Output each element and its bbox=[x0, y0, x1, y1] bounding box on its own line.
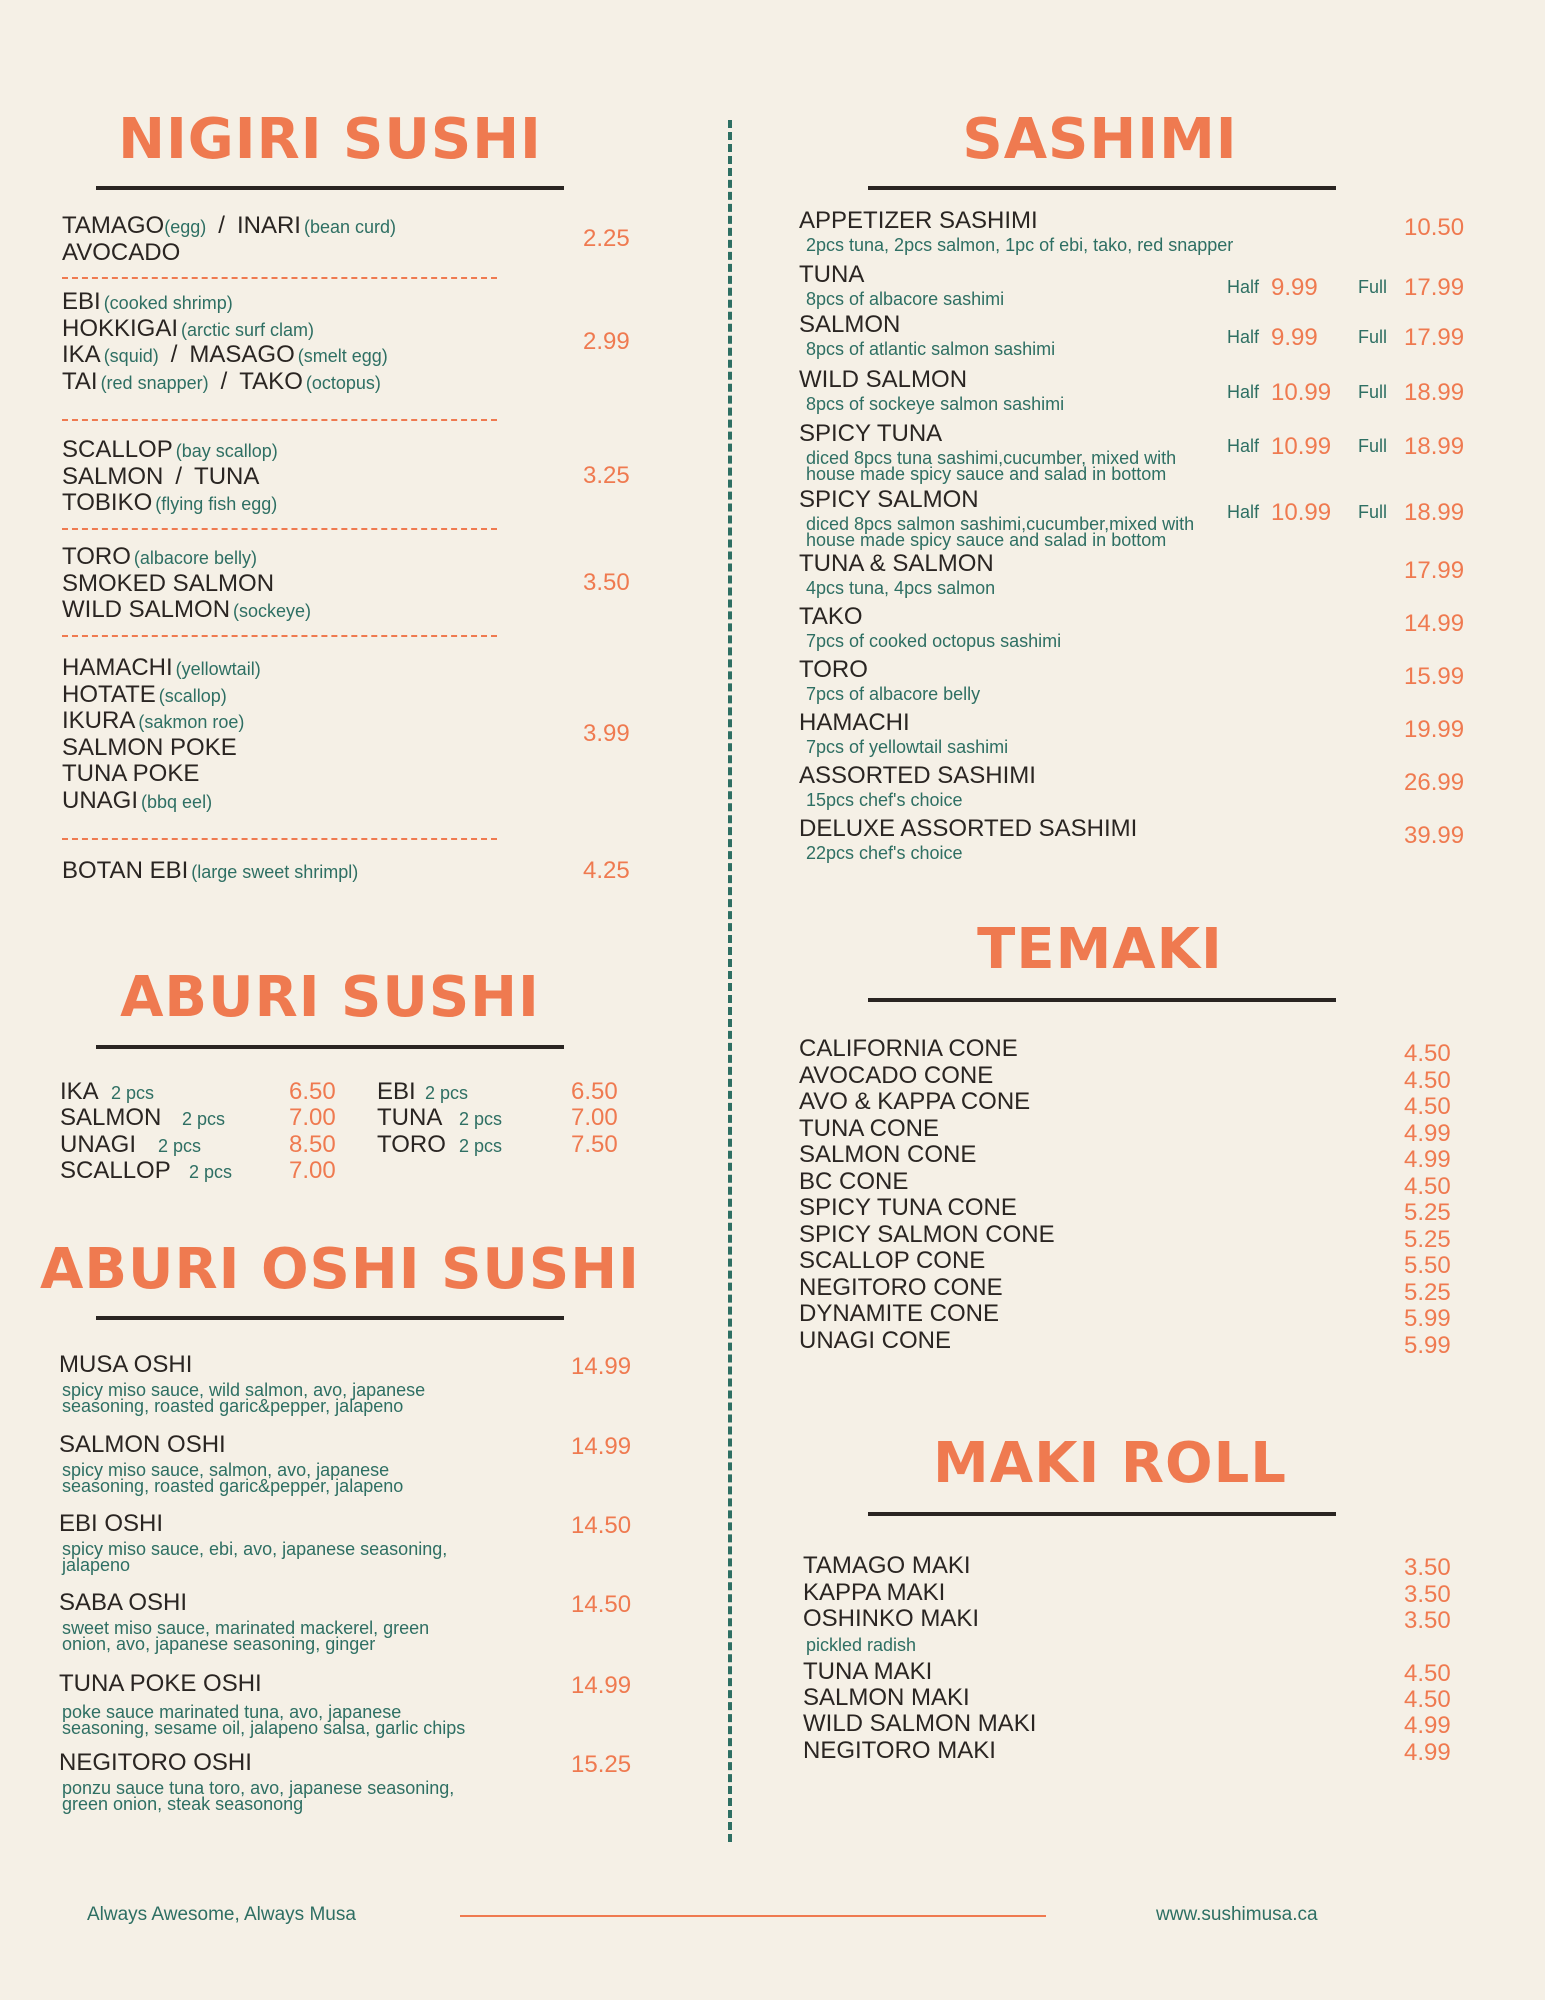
temaki-item-price: 4.50 bbox=[1404, 1172, 1451, 1200]
maki-item-name: NEGITORO MAKI bbox=[803, 1737, 996, 1764]
temaki-item-price: 4.50 bbox=[1404, 1093, 1451, 1120]
temaki-item-name: SPICY TUNA CONE bbox=[799, 1194, 1017, 1221]
item-name: IKA bbox=[62, 341, 101, 368]
sashimi-item-name: WILD SALMON bbox=[799, 366, 968, 393]
half-price: 9.99 bbox=[1271, 324, 1318, 351]
nigiri-group-price: 4.25 bbox=[583, 856, 630, 884]
item-name: HOTATE bbox=[62, 680, 156, 708]
slash-separator: / bbox=[218, 212, 225, 239]
column-divider bbox=[728, 120, 732, 1842]
sashimi-item-desc: house made spicy sauce and salad in bottom bbox=[806, 464, 1167, 484]
oshi-item-desc: ponzu sauce tuna toro, avo, japanese seasoning, bbox=[62, 1778, 455, 1798]
item-note: (yellowtail) bbox=[175, 659, 261, 679]
oshi-item-desc: green onion, steak seasonong bbox=[62, 1794, 304, 1814]
nigiri-item-line bbox=[62, 707, 244, 736]
item-note: (squid) bbox=[103, 346, 159, 366]
maki-item-name: KAPPA MAKI bbox=[803, 1579, 946, 1606]
full-label: Full bbox=[1358, 502, 1388, 522]
sashimi-item-price: 26.99 bbox=[1404, 769, 1465, 796]
item-note: (bay scallop) bbox=[175, 441, 278, 461]
item-name: TAMAGO bbox=[62, 212, 165, 239]
sashimi-title-rule bbox=[868, 186, 1336, 190]
maki-item-price: 4.50 bbox=[1404, 1686, 1451, 1713]
nigiri-item-line bbox=[62, 787, 212, 816]
full-label: Full bbox=[1358, 436, 1388, 456]
maki-item-name: TAMAGO MAKI bbox=[803, 1552, 971, 1579]
item-note: (smelt egg) bbox=[297, 346, 388, 366]
temaki-item-name: AVO & KAPPA CONE bbox=[799, 1088, 1031, 1115]
aburi-item-pcs: 2 pcs bbox=[182, 1109, 226, 1129]
oshi-title-rule bbox=[96, 1316, 564, 1320]
item-name: MASAGO bbox=[189, 341, 295, 368]
temaki-title-rule bbox=[868, 998, 1336, 1002]
item-name: TORO bbox=[62, 543, 131, 570]
nigiri-item-line bbox=[62, 288, 233, 317]
nigiri-item-line bbox=[62, 734, 237, 761]
maki-item-price: 4.99 bbox=[1404, 1739, 1451, 1766]
temaki-item-price: 5.99 bbox=[1404, 1305, 1451, 1332]
full-price: 17.99 bbox=[1404, 274, 1465, 301]
maki-title-rule bbox=[868, 1512, 1336, 1516]
aburi-item-pcs: 2 pcs bbox=[425, 1083, 469, 1103]
oshi-item-desc: spicy miso sauce, ebi, avo, japanese seasoning, bbox=[62, 1539, 448, 1559]
oshi-item-desc: seasoning, sesame oil, jalapeno salsa, garlic chips bbox=[62, 1718, 466, 1738]
maki-item-price: 3.50 bbox=[1404, 1607, 1451, 1634]
item-name: SALMON bbox=[62, 462, 164, 490]
sashimi-item-name: HAMACHI bbox=[799, 709, 910, 736]
sashimi-title: SASHIMI bbox=[962, 107, 1238, 172]
item-name: TAI bbox=[62, 367, 98, 395]
nigiri-group-price: 2.25 bbox=[583, 225, 630, 252]
temaki-item-price: 5.25 bbox=[1404, 1225, 1451, 1253]
sashimi-item-name: TUNA bbox=[799, 261, 865, 288]
nigiri-item-line bbox=[62, 570, 274, 597]
item-name: HAMACHI bbox=[62, 654, 173, 681]
item-name: SMOKED SALMON bbox=[62, 569, 275, 597]
aburi-item-name: SCALLOP bbox=[60, 1157, 171, 1184]
item-name: WILD SALMON bbox=[62, 596, 231, 623]
temaki-item-name: AVOCADO CONE bbox=[799, 1061, 994, 1089]
temaki-item-name: DYNAMITE CONE bbox=[799, 1300, 1000, 1327]
item-note: (scallop) bbox=[158, 685, 227, 706]
aburi-item-price: 7.00 bbox=[571, 1104, 618, 1131]
nigiri-group-price: 3.25 bbox=[583, 462, 630, 490]
nigiri-item-line bbox=[62, 436, 278, 465]
slash-separator: / bbox=[220, 367, 228, 395]
aburi-item-pcs: 2 pcs bbox=[158, 1136, 202, 1156]
sashimi-item-name: SPICY TUNA bbox=[799, 420, 943, 447]
temaki-item-name: SCALLOP CONE bbox=[799, 1247, 986, 1274]
sashimi-item-price: 17.99 bbox=[1404, 557, 1465, 584]
maki-item-name: TUNA MAKI bbox=[803, 1658, 933, 1685]
item-note: (arctic surf clam) bbox=[181, 319, 315, 340]
temaki-item-price: 4.99 bbox=[1404, 1146, 1451, 1173]
temaki-item-price: 5.99 bbox=[1404, 1331, 1451, 1359]
nigiri-item-line bbox=[62, 543, 257, 572]
sashimi-item-desc: 8pcs of atlantic salmon sashimi bbox=[806, 339, 1056, 359]
oshi-item-price: 14.99 bbox=[571, 1433, 632, 1460]
oshi-item-desc: seasoning, roasted garic&pepper, jalapeno bbox=[62, 1396, 404, 1416]
half-price: 10.99 bbox=[1271, 379, 1332, 406]
half-label: Half bbox=[1227, 277, 1260, 297]
temaki-item-price: 5.50 bbox=[1404, 1252, 1451, 1279]
item-note: (albacore belly) bbox=[133, 548, 257, 568]
item-name: TUNA POKE bbox=[62, 760, 200, 787]
maki-item-note: pickled radish bbox=[806, 1635, 917, 1655]
item-name: HOKKIGAI bbox=[62, 314, 179, 342]
half-label: Half bbox=[1227, 436, 1260, 456]
slash-separator: / bbox=[175, 462, 183, 490]
item-name: IKURA bbox=[62, 707, 136, 734]
item-name: AVOCADO bbox=[62, 238, 181, 266]
half-label: Half bbox=[1227, 382, 1260, 402]
item-name: UNAGI bbox=[62, 786, 139, 814]
full-label: Full bbox=[1358, 382, 1388, 402]
item-note: (octopus) bbox=[305, 372, 381, 393]
oshi-item-name: SABA OSHI bbox=[59, 1589, 188, 1616]
oshi-item-desc: onion, avo, japanese seasoning, ginger bbox=[62, 1634, 376, 1654]
dashed-separator bbox=[62, 635, 497, 637]
nigiri-item-line bbox=[62, 857, 358, 886]
footer-tagline: Always Awesome, Always Musa bbox=[87, 1904, 356, 1925]
temaki-item-price: 5.25 bbox=[1404, 1199, 1451, 1226]
sashimi-item-name: APPETIZER SASHIMI bbox=[799, 207, 1038, 234]
aburi-item-pcs: 2 pcs bbox=[189, 1162, 233, 1182]
sashimi-item-name: DELUXE ASSORTED SASHIMI bbox=[799, 815, 1138, 842]
sashimi-item-desc: house made spicy sauce and salad in bottom bbox=[806, 530, 1167, 550]
item-note: (red snapper) bbox=[100, 372, 209, 393]
sashimi-item-desc: 8pcs of sockeye salmon sashimi bbox=[806, 394, 1065, 414]
oshi-item-desc: sweet miso sauce, marinated mackerel, green bbox=[62, 1618, 430, 1638]
full-price: 18.99 bbox=[1404, 379, 1465, 406]
aburi-item-name: UNAGI bbox=[60, 1131, 137, 1158]
aburi-item-name: EBI bbox=[377, 1078, 416, 1105]
aburi-item-name: TUNA bbox=[377, 1104, 443, 1131]
temaki-item-name: TUNA CONE bbox=[799, 1114, 940, 1142]
oshi-item-desc: poke sauce marinated tuna, avo, japanese bbox=[62, 1702, 402, 1722]
slash-separator: / bbox=[170, 341, 178, 368]
item-note: (sakmon roe) bbox=[138, 712, 245, 732]
item-note: (egg) bbox=[164, 217, 207, 237]
item-name: EBI bbox=[62, 288, 101, 315]
sashimi-item-name: TUNA & SALMON bbox=[799, 550, 994, 577]
nigiri-group-price: 3.50 bbox=[583, 569, 630, 597]
dashed-separator bbox=[62, 838, 497, 840]
oshi-title: ABURI OSHI SUSHI bbox=[40, 1237, 640, 1302]
nigiri-title: NIGIRI SUSHI bbox=[118, 107, 542, 172]
footer-rule bbox=[460, 1915, 1046, 1917]
aburi-item-price: 8.50 bbox=[289, 1131, 336, 1158]
item-note: (cooked shrimp) bbox=[103, 293, 233, 313]
oshi-item-price: 14.99 bbox=[571, 1353, 632, 1380]
nigiri-item-line bbox=[62, 489, 277, 518]
aburi-item-price: 7.00 bbox=[289, 1104, 336, 1131]
aburi-item-name: IKA bbox=[60, 1078, 99, 1105]
nigiri-item-line bbox=[62, 463, 259, 490]
oshi-item-name: EBI OSHI bbox=[59, 1510, 164, 1537]
item-note: (sockeye) bbox=[233, 601, 312, 621]
item-name: INARI bbox=[236, 212, 301, 239]
maki-item-name: WILD SALMON MAKI bbox=[803, 1710, 1037, 1737]
nigiri-item-line bbox=[62, 239, 180, 266]
half-price: 10.99 bbox=[1271, 499, 1332, 526]
aburi-item-pcs: 2 pcs bbox=[111, 1083, 155, 1103]
aburi-item-name: TORO bbox=[377, 1131, 446, 1158]
temaki-item-name: CALIFORNIA CONE bbox=[799, 1035, 1018, 1062]
item-name: TOBIKO bbox=[62, 489, 153, 516]
sashimi-item-desc: 15pcs chef's choice bbox=[806, 790, 963, 810]
half-label: Half bbox=[1227, 327, 1260, 347]
oshi-item-desc: spicy miso sauce, wild salmon, avo, japanese bbox=[62, 1380, 426, 1400]
nigiri-item-line bbox=[62, 315, 314, 344]
full-label: Full bbox=[1358, 277, 1388, 297]
nigiri-item-line bbox=[62, 760, 199, 787]
maki-item-name: SALMON MAKI bbox=[803, 1684, 970, 1711]
nigiri-group-price: 3.99 bbox=[583, 720, 630, 747]
aburi-item-name: SALMON bbox=[60, 1104, 162, 1131]
maki-title: MAKI ROLL bbox=[933, 1431, 1287, 1496]
sashimi-item-price: 19.99 bbox=[1404, 716, 1465, 743]
temaki-item-price: 4.99 bbox=[1404, 1119, 1451, 1147]
oshi-item-name: TUNA POKE OSHI bbox=[59, 1670, 262, 1697]
aburi-title-rule bbox=[96, 1045, 564, 1049]
aburi-title: ABURI SUSHI bbox=[120, 965, 540, 1030]
item-name: SALMON POKE bbox=[62, 733, 237, 761]
nigiri-item-line bbox=[62, 654, 261, 683]
item-note: (large sweet shrimpl) bbox=[191, 862, 359, 882]
temaki-item-name: SALMON CONE bbox=[799, 1141, 977, 1168]
full-price: 18.99 bbox=[1404, 499, 1465, 526]
temaki-item-price: 4.50 bbox=[1404, 1066, 1451, 1094]
aburi-item-price: 7.50 bbox=[571, 1131, 618, 1158]
nigiri-item-line bbox=[62, 341, 388, 370]
maki-item-price: 3.50 bbox=[1404, 1581, 1451, 1608]
temaki-item-name: NEGITORO CONE bbox=[799, 1273, 1003, 1301]
footer-website[interactable]: www.sushimusa.ca bbox=[1156, 1904, 1318, 1925]
full-price: 18.99 bbox=[1404, 433, 1465, 460]
oshi-item-desc: spicy miso sauce, salmon, avo, japanese bbox=[62, 1460, 390, 1480]
dashed-separator bbox=[62, 528, 497, 530]
oshi-item-price: 14.50 bbox=[571, 1512, 632, 1539]
item-note: (bean curd) bbox=[303, 217, 397, 237]
sashimi-item-desc: 22pcs chef's choice bbox=[806, 843, 963, 863]
oshi-item-name: NEGITORO OSHI bbox=[59, 1749, 252, 1776]
temaki-item-price: 4.50 bbox=[1404, 1040, 1451, 1067]
sashimi-item-price: 39.99 bbox=[1404, 822, 1465, 849]
sashimi-item-desc: 7pcs of yellowtail sashimi bbox=[806, 737, 1009, 757]
temaki-title: TEMAKI bbox=[977, 917, 1223, 982]
aburi-item-price: 7.00 bbox=[289, 1157, 336, 1184]
oshi-item-name: MUSA OSHI bbox=[59, 1351, 193, 1378]
aburi-item-price: 6.50 bbox=[289, 1078, 336, 1105]
dashed-separator bbox=[62, 277, 497, 279]
maki-item-name: OSHINKO MAKI bbox=[803, 1605, 980, 1632]
half-price: 10.99 bbox=[1271, 433, 1332, 460]
sashimi-item-name: ASSORTED SASHIMI bbox=[799, 762, 1036, 789]
item-name: TUNA bbox=[194, 462, 260, 490]
nigiri-title-rule bbox=[96, 186, 564, 190]
oshi-item-price: 14.50 bbox=[571, 1591, 632, 1618]
temaki-item-name: SPICY SALMON CONE bbox=[799, 1220, 1055, 1248]
item-name: SCALLOP bbox=[62, 436, 173, 463]
sashimi-item-price: 10.50 bbox=[1404, 214, 1465, 241]
maki-item-price: 4.99 bbox=[1404, 1712, 1451, 1739]
full-price: 17.99 bbox=[1404, 324, 1465, 351]
item-note: (bbq eel) bbox=[141, 791, 213, 812]
sashimi-item-desc: diced 8pcs tuna sashimi,cucumber, mixed with bbox=[806, 448, 1177, 468]
half-price: 9.99 bbox=[1271, 274, 1318, 301]
sashimi-item-name: SPICY SALMON bbox=[799, 486, 979, 513]
aburi-item-pcs: 2 pcs bbox=[459, 1136, 503, 1156]
item-name: BOTAN EBI bbox=[62, 857, 189, 884]
full-label: Full bbox=[1358, 327, 1388, 347]
temaki-item-name: UNAGI CONE bbox=[799, 1326, 952, 1354]
maki-item-price: 4.50 bbox=[1404, 1660, 1451, 1687]
sashimi-item-name: SALMON bbox=[799, 311, 901, 338]
item-note: (flying fish egg) bbox=[155, 494, 278, 514]
sashimi-item-name: TAKO bbox=[799, 603, 863, 630]
nigiri-item-line bbox=[62, 368, 381, 397]
sashimi-item-desc: 8pcs of albacore sashimi bbox=[806, 289, 1005, 309]
half-label: Half bbox=[1227, 502, 1260, 522]
nigiri-item-line bbox=[62, 596, 311, 625]
nigiri-group-price: 2.99 bbox=[583, 327, 630, 355]
sashimi-item-name: TORO bbox=[799, 656, 868, 683]
oshi-item-price: 14.99 bbox=[571, 1672, 632, 1699]
dashed-separator bbox=[62, 419, 497, 421]
sashimi-item-desc: diced 8pcs salmon sashimi,cucumber,mixed with bbox=[806, 514, 1195, 534]
nigiri-item-line bbox=[62, 212, 396, 241]
maki-item-price: 3.50 bbox=[1404, 1554, 1451, 1581]
temaki-item-name: BC CONE bbox=[799, 1167, 909, 1195]
sashimi-item-desc: 7pcs of albacore belly bbox=[806, 684, 981, 704]
sashimi-item-price: 15.99 bbox=[1404, 663, 1465, 690]
sashimi-item-desc: 2pcs tuna, 2pcs salmon, 1pc of ebi, tako, red snapper bbox=[806, 235, 1234, 255]
temaki-item-price: 5.25 bbox=[1404, 1278, 1451, 1306]
oshi-item-desc: seasoning, roasted garic&pepper, jalapeno bbox=[62, 1476, 404, 1496]
sashimi-item-desc: 7pcs of cooked octopus sashimi bbox=[806, 631, 1062, 651]
sashimi-item-price: 14.99 bbox=[1404, 610, 1465, 637]
sashimi-item-desc: 4pcs tuna, 4pcs salmon bbox=[806, 578, 996, 598]
aburi-item-price: 6.50 bbox=[571, 1078, 618, 1105]
item-name: TAKO bbox=[239, 367, 303, 395]
nigiri-item-line bbox=[62, 681, 227, 710]
oshi-item-desc: jalapeno bbox=[62, 1555, 131, 1575]
oshi-item-price: 15.25 bbox=[571, 1751, 632, 1778]
aburi-item-pcs: 2 pcs bbox=[459, 1109, 503, 1129]
oshi-item-name: SALMON OSHI bbox=[59, 1431, 226, 1458]
